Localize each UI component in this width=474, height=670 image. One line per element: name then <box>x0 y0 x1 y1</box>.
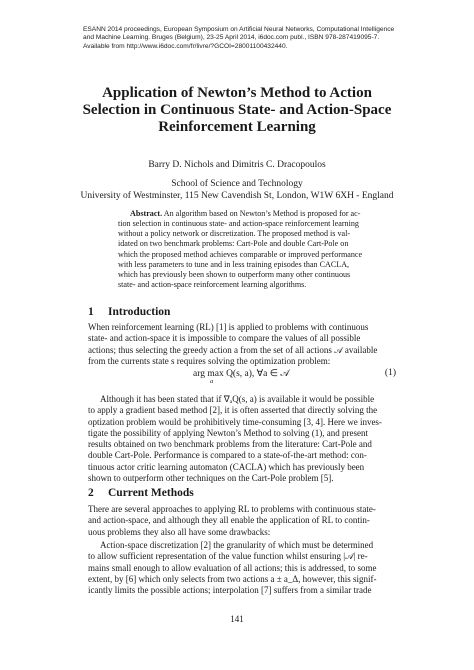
introduction-paragraph-2 <box>88 394 396 484</box>
author-list: Barry D. Nichols and Dimitris C. Dracopoulos <box>148 160 326 170</box>
text-line: from the currents state s requires solving the optimization problem: <box>88 355 331 366</box>
text-line: shown to outperform other techniques on the Cart-Pole problem [5]. <box>88 472 334 483</box>
text-line: optization problem would be prohibitively time-consuming [3, 4]. Here we inves- <box>88 416 382 427</box>
page-number: 141 <box>230 614 244 624</box>
abstract-label: Abstract. <box>130 209 163 218</box>
proceedings-header <box>83 26 413 51</box>
equation-number: (1) <box>384 368 396 378</box>
abstract-line: with less parameters to tune and in less training episodes than CACLA, <box>118 259 350 269</box>
text-line: Although it has been stated that if ∇ₐQ(s, a) is available it would be possible <box>100 394 375 404</box>
paper-title <box>60 85 414 136</box>
text-line: to apply a gradient based method [2], it is often asserted that directly solving the <box>88 405 378 416</box>
text-line: icantly limits the possible actions; interpolation [7] suffers from a similar trade <box>88 585 372 595</box>
header-line: and Machine Learning. Bruges (Belgium), 23-25 April 2014, i6doc.com publ., ISBN 978-287419095-7. <box>83 34 380 42</box>
abstract-line: state- and action-space reinforcement learning algorithms. <box>118 280 307 290</box>
equation-1 <box>88 366 396 390</box>
text-line: tinuous actor critic learning automaton (CACLA) which has previously been <box>88 461 365 472</box>
affiliation-line: University of Westminster, 115 New Cavendish St, London, W1W 6XH - England <box>80 190 394 201</box>
text-line: and action-space, and although they all enable the application of RL to contin- <box>88 515 370 526</box>
section-heading-introduction <box>88 306 170 318</box>
title-line: Application of Newton’s Method to Action <box>102 85 372 101</box>
equation-subscript: a <box>210 378 214 385</box>
text-line: results obtained on two benchmark problems from the literature: Cart-Pole and <box>88 439 372 449</box>
text-line: When reinforcement learning (RL) [1] is applied to problems with continuous <box>88 322 369 332</box>
section-heading-current-methods <box>88 487 194 499</box>
affiliation-line: School of Science and Technology <box>171 179 303 189</box>
methods-paragraph-1 <box>88 504 396 538</box>
text-line: actions; thus selecting the greedy action a from the set of all actions 𝒜 available <box>88 344 378 355</box>
section-title: Current Methods <box>108 487 194 499</box>
text-line: uous problems they also all have some drawbacks: <box>88 526 271 537</box>
equation-body: arg max Q(s, a), ∀a ∈ 𝒜 <box>193 369 290 379</box>
introduction-paragraph-1 <box>88 322 396 367</box>
abstract-line: which has previously been shown to outperform many other continuous <box>118 269 351 279</box>
title-line: Selection in Continuous State- and Action-Space <box>82 102 392 118</box>
text-line: Action-space discretization [2] the granularity of which must be determined <box>100 540 374 550</box>
header-line: ESANN 2014 proceedings, European Symposium on Artificial Neural Networks, Computational Intelligence <box>83 26 395 33</box>
abstract-line: which the proposed method achieves comparable or improved performance <box>118 249 363 259</box>
section-number: 2 <box>88 487 94 499</box>
text-line: mains small enough to allow evaluation of all actions; this is addressed, to some <box>88 562 377 573</box>
abstract-line: idated on two benchmark problems: Cart-Pole and double Cart-Pole on <box>118 239 349 249</box>
abstract-text: An algorithm based on Newton’s Method is proposed for ac- <box>162 209 361 218</box>
abstract-first-line <box>118 209 364 219</box>
text-line: double Cart-Pole. Performance is compared to a state-of-the-art method: con- <box>88 450 367 461</box>
header-line: Available from http://www.i6doc.com/fr/livre/?GCOI=28001100432440. <box>83 42 288 50</box>
text-line: tigate the possibility of applying Newton’s Method to solving (1), and present <box>88 427 368 438</box>
methods-paragraph-2 <box>88 540 396 596</box>
abstract-line: without a policy network or discretization. The proposed method is val- <box>118 229 351 239</box>
text-line: extent, by [6] which only selects from two actions a ± a_Δ, however, this signif- <box>88 573 377 584</box>
text-line: state- and action-space it is impossible to compare the values of all possible <box>88 333 361 344</box>
section-number: 1 <box>88 306 94 318</box>
affiliation <box>60 179 414 202</box>
section-title: Introduction <box>108 306 171 318</box>
title-line: Reinforcement Learning <box>158 119 316 135</box>
text-line: There are several approaches to applying RL to problems with continuous state- <box>88 504 376 514</box>
abstract-line: tion selection in continuous state- and action-space reinforcement learning <box>118 219 359 229</box>
text-line: to allow sufficient representation of the value function whilst ensuring |𝒜| re- <box>88 551 368 562</box>
abstract <box>118 209 364 290</box>
